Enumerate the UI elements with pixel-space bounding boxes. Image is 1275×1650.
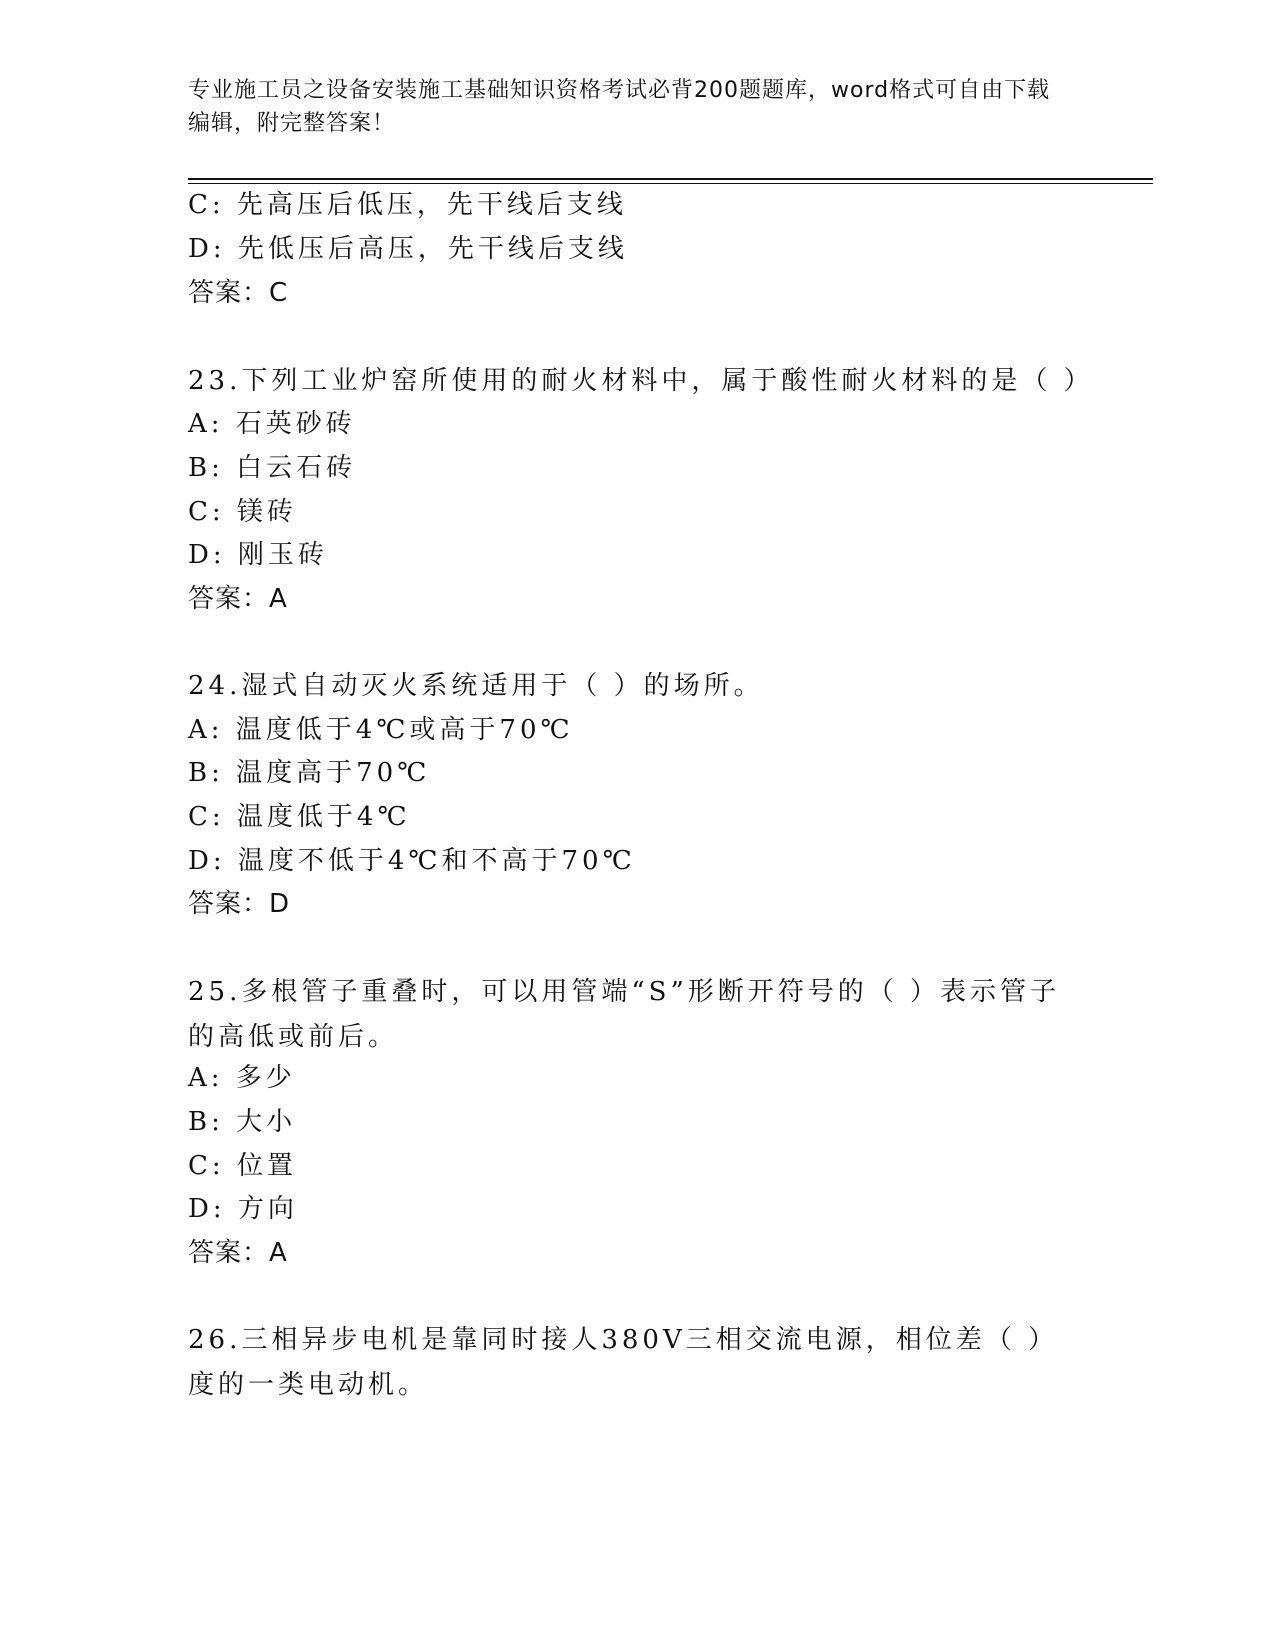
option-b: B: 大小	[188, 1107, 297, 1137]
option-c: C: 温度低于4℃	[188, 802, 411, 832]
question-stem: 23.下列工业炉窑所使用的耐火材料中，属于酸性耐火材料的是（ ）	[188, 366, 1094, 396]
option-c: C: 镁砖	[188, 497, 297, 527]
option-a: A: 温度低于4℃或高于70℃	[188, 715, 574, 745]
option-c: C: 位置	[188, 1151, 297, 1181]
question-stem: 26.三相异步电机是靠同时接人380V三相交流电源，相位差（ ）度的一类电动机。	[188, 1325, 1059, 1400]
option-b: B: 温度高于70℃	[188, 758, 431, 788]
answer: 答案：D	[188, 889, 291, 919]
header-rule-thick	[188, 178, 1153, 180]
option-a: A: 多少	[188, 1063, 296, 1093]
answer: 答案：A	[188, 1238, 288, 1268]
option-d: D: 温度不低于4℃和不高于70℃	[188, 846, 636, 876]
question-stem: 24.湿式自动灭火系统适用于（ ）的场所。	[188, 671, 764, 701]
option-b: B: 白云石砖	[188, 453, 357, 483]
option-d: D: 刚玉砖	[188, 540, 328, 570]
option-d: D: 方向	[188, 1194, 298, 1224]
option-d: D: 先低压后高压，先干线后支线	[188, 234, 628, 264]
option-c: C: 先高压后低压，先干线后支线	[188, 190, 627, 220]
option-a: A: 石英砂砖	[188, 409, 356, 439]
document-header: 专业施工员之设备安装施工基础知识资格考试必背200题题库，word格式可自由下载编辑，附完整答案！	[188, 78, 1051, 136]
header-rule-thin	[188, 183, 1153, 184]
question-stem: 25.多根管子重叠时，可以用管端“S”形断开符号的（ ）表示管子的高低或前后。	[188, 977, 1061, 1052]
answer: 答案：C	[188, 278, 289, 308]
answer: 答案：A	[188, 584, 288, 614]
